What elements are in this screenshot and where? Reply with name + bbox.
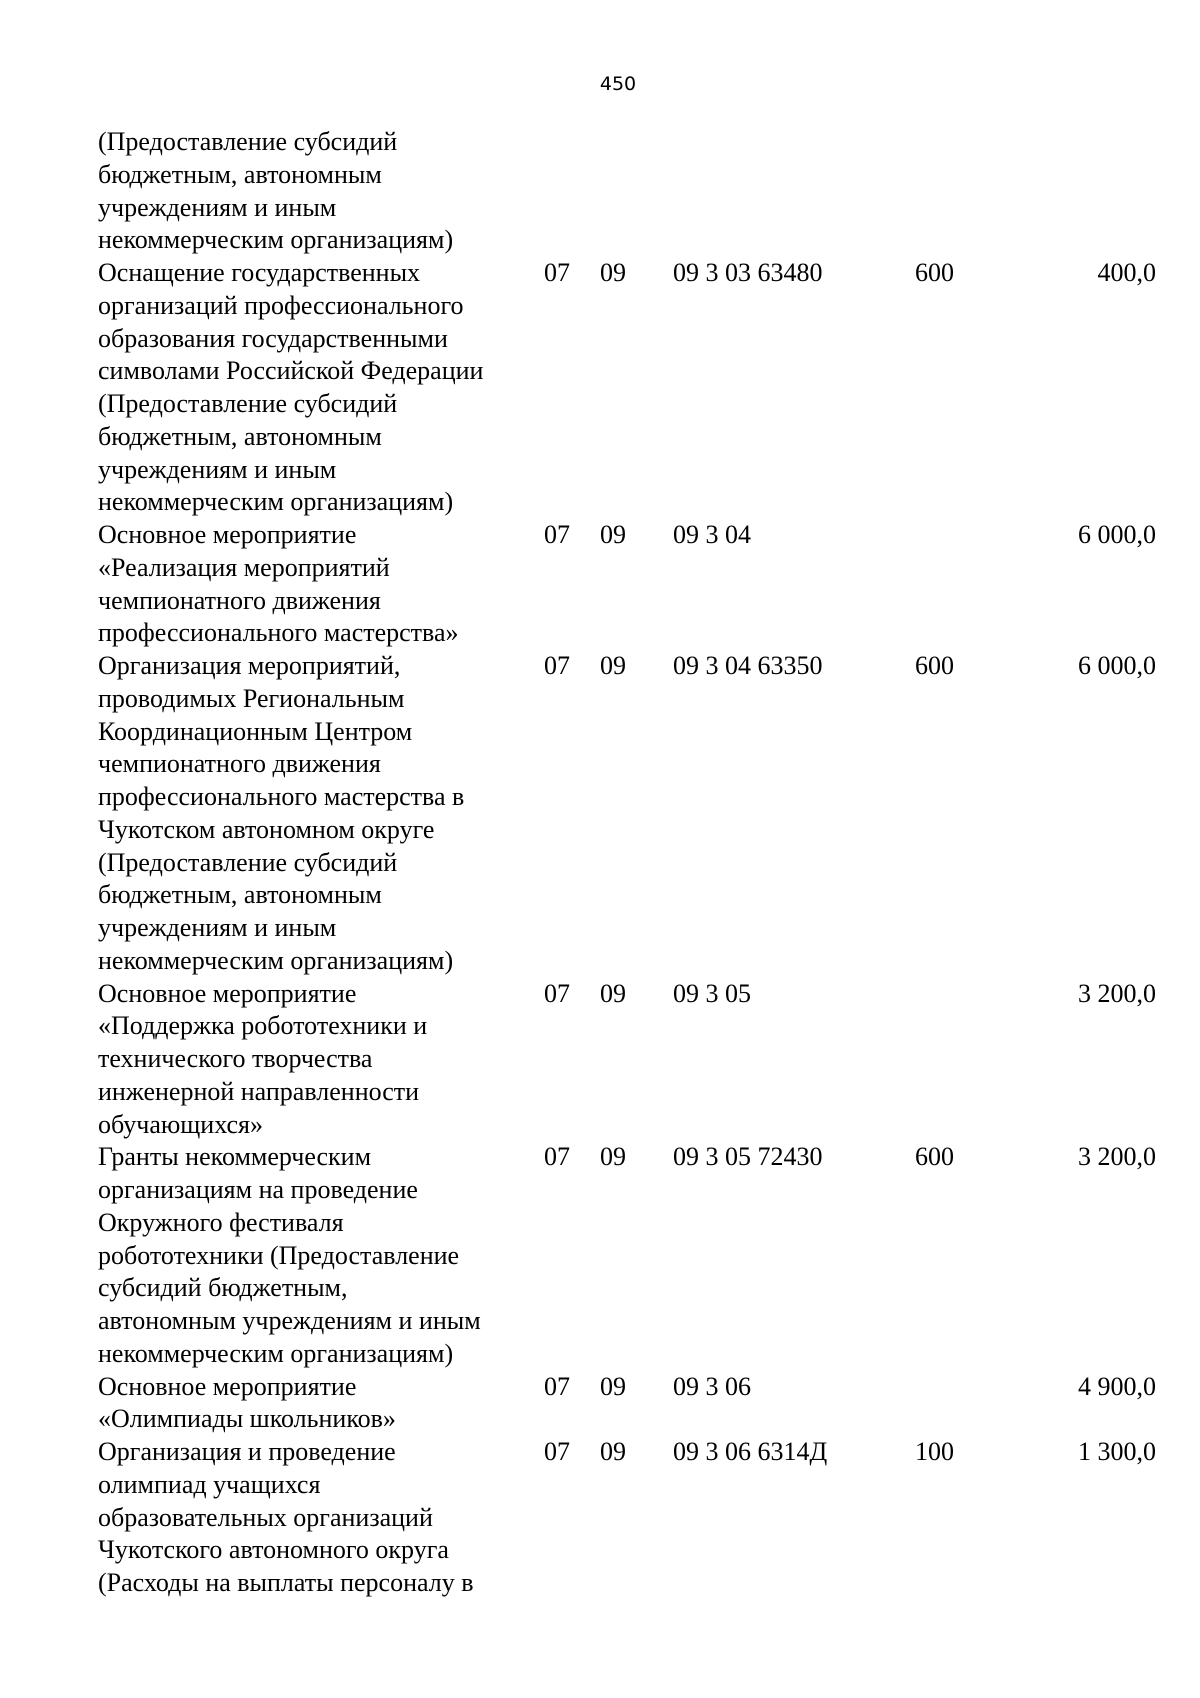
expense-name-line: Основное мероприятие xyxy=(98,520,357,549)
amount-cell: 4 900,0 xyxy=(1078,1371,1156,1401)
expense-name-line: некоммерческим организациям) xyxy=(98,945,454,975)
expense-name-line: Оснащение государственных xyxy=(98,258,421,287)
section-code-cell: 07 xyxy=(544,1437,570,1466)
expense-name-line: инженерной направленности xyxy=(98,1076,420,1106)
expense-name-cell xyxy=(98,978,544,1142)
expense-name-line: технического творчества xyxy=(98,1044,373,1073)
subsection-code-cell: 09 xyxy=(600,978,626,1008)
section-code-cell xyxy=(544,126,600,257)
expense-name-line: (Предоставление субсидий xyxy=(98,847,398,877)
budget-table xyxy=(98,126,1156,1600)
expense-name-line: организациям на проведение xyxy=(98,1175,418,1204)
section-code-cell: 07 xyxy=(544,651,570,680)
expense-name-cell xyxy=(98,519,544,650)
expense-name-cell xyxy=(98,1436,544,1600)
expense-name-line: бюджетным, автономным xyxy=(98,880,382,910)
expense-name-cell xyxy=(98,1371,544,1437)
target-article-code-cell xyxy=(673,126,915,257)
target-article-code-cell: 09 3 06 xyxy=(673,1371,751,1401)
amount-cell: 400,0 xyxy=(1097,258,1156,287)
expense-name-line: Координационным Центром xyxy=(98,716,413,746)
expense-name-line: чемпионатного движения xyxy=(98,749,381,779)
expense-name-line: Основное мероприятие xyxy=(98,1371,357,1401)
expense-name-line: (Предоставление субсидий xyxy=(98,389,398,418)
table-body xyxy=(98,126,1156,1600)
expense-name-line: Организация и проведение xyxy=(98,1437,396,1466)
expense-name-line: образовательных организаций xyxy=(98,1502,433,1532)
expense-name-line: Чукотского автономного округа xyxy=(98,1535,449,1565)
expense-name-cell xyxy=(98,1141,544,1370)
expense-name-line: символами Российской Федерации xyxy=(98,356,484,386)
amount-cell: 6 000,0 xyxy=(1078,520,1156,549)
amount-cell: 6 000,0 xyxy=(1078,651,1156,680)
amount-cell: 3 200,0 xyxy=(1078,978,1156,1008)
subsection-code-cell: 09 xyxy=(600,520,626,549)
expense-name-line: профессионального мастерства в xyxy=(98,782,465,811)
target-article-code-cell: 09 3 03 63480 xyxy=(673,258,823,287)
expense-name-line: «Поддержка робототехники и xyxy=(98,1011,428,1041)
expense-name-line: Чукотском автономном округе xyxy=(98,814,435,844)
subsection-code-cell: 09 xyxy=(600,1437,626,1466)
target-article-code-cell: 09 3 05 xyxy=(673,978,751,1008)
table-row xyxy=(98,650,1156,978)
section-code-cell: 07 xyxy=(544,258,570,287)
expense-name-line: профессионального мастерства» xyxy=(98,618,459,648)
target-article-code-cell: 09 3 06 6314Д xyxy=(673,1437,828,1466)
expense-name-line: учреждениям и иным xyxy=(98,192,337,222)
section-code-cell: 07 xyxy=(544,1371,570,1401)
expense-name-cell xyxy=(98,257,544,519)
section-code-cell: 07 xyxy=(544,978,570,1008)
expense-name-line: Окружного фестиваля xyxy=(98,1207,344,1237)
expense-name-line: учреждениям и иным xyxy=(98,454,337,484)
expense-name-line: Основное мероприятие xyxy=(98,978,357,1008)
subsection-code-cell: 09 xyxy=(600,651,626,680)
expense-name-line: бюджетным, автономным xyxy=(98,159,382,189)
table-row xyxy=(98,519,1156,650)
expense-name-cell xyxy=(98,126,544,257)
target-article-code-cell: 09 3 04 xyxy=(673,520,751,549)
expense-name-line: бюджетным, автономным xyxy=(98,421,382,451)
expense-type-code-cell: 100 xyxy=(915,1437,954,1466)
expense-name-line: «Реализация мероприятий xyxy=(98,552,390,582)
section-code-cell: 07 xyxy=(544,1142,570,1172)
expense-name-line: олимпиад учащихся xyxy=(98,1469,321,1499)
expense-name-line: чемпионатного движения xyxy=(98,585,381,615)
expense-name-line: некоммерческим организациям) xyxy=(98,225,454,255)
subsection-code-cell: 09 xyxy=(600,258,626,287)
expense-name-cell xyxy=(98,650,544,978)
expense-type-code-cell: 600 xyxy=(915,1142,954,1172)
expense-type-code-cell xyxy=(915,519,1026,650)
expense-name-line: проводимых Региональным xyxy=(98,683,405,713)
subsection-code-cell xyxy=(600,126,673,257)
expense-type-code-cell: 600 xyxy=(915,651,954,680)
expense-name-line: (Предоставление субсидий xyxy=(98,127,398,156)
subsection-code-cell: 09 xyxy=(600,1142,626,1172)
table-row xyxy=(98,126,1156,257)
expense-name-line: образования государственными xyxy=(98,323,448,353)
amount-cell: 1 300,0 xyxy=(1078,1437,1156,1466)
table-row xyxy=(98,1371,1156,1437)
expense-name-line: робототехники (Предоставление xyxy=(98,1240,460,1270)
expense-name-line: некоммерческим организациям) xyxy=(98,487,454,517)
expense-name-line: учреждениям и иным xyxy=(98,913,337,942)
expense-type-code-cell: 600 xyxy=(915,258,954,287)
table-row xyxy=(98,1141,1156,1370)
expense-name-line: некоммерческим организациям) xyxy=(98,1338,454,1368)
amount-cell xyxy=(1026,126,1156,257)
table-row xyxy=(98,978,1156,1142)
amount-cell: 3 200,0 xyxy=(1078,1142,1156,1172)
table-row xyxy=(98,257,1156,519)
target-article-code-cell: 09 3 05 72430 xyxy=(673,1142,823,1172)
target-article-code-cell: 09 3 04 63350 xyxy=(673,651,823,680)
expense-type-code-cell xyxy=(915,1371,1026,1437)
table-row xyxy=(98,1436,1156,1600)
expense-name-line: организаций профессионального xyxy=(98,290,464,320)
section-code-cell: 07 xyxy=(544,520,570,549)
expense-name-line: субсидий бюджетным, xyxy=(98,1273,348,1303)
expense-name-line: (Расходы на выплаты персоналу в xyxy=(98,1568,474,1597)
subsection-code-cell: 09 xyxy=(600,1371,626,1401)
expense-name-line: Организация мероприятий, xyxy=(98,651,401,680)
expense-name-line: Гранты некоммерческим xyxy=(98,1142,372,1172)
expense-name-line: «Олимпиады школьников» xyxy=(98,1404,396,1434)
expense-name-line: автономным учреждениям и иным xyxy=(98,1306,481,1335)
expense-name-line: обучающихся» xyxy=(98,1109,263,1139)
expense-type-code-cell xyxy=(915,126,1026,257)
expense-type-code-cell xyxy=(915,978,1026,1142)
page-number: 450 xyxy=(599,73,637,95)
